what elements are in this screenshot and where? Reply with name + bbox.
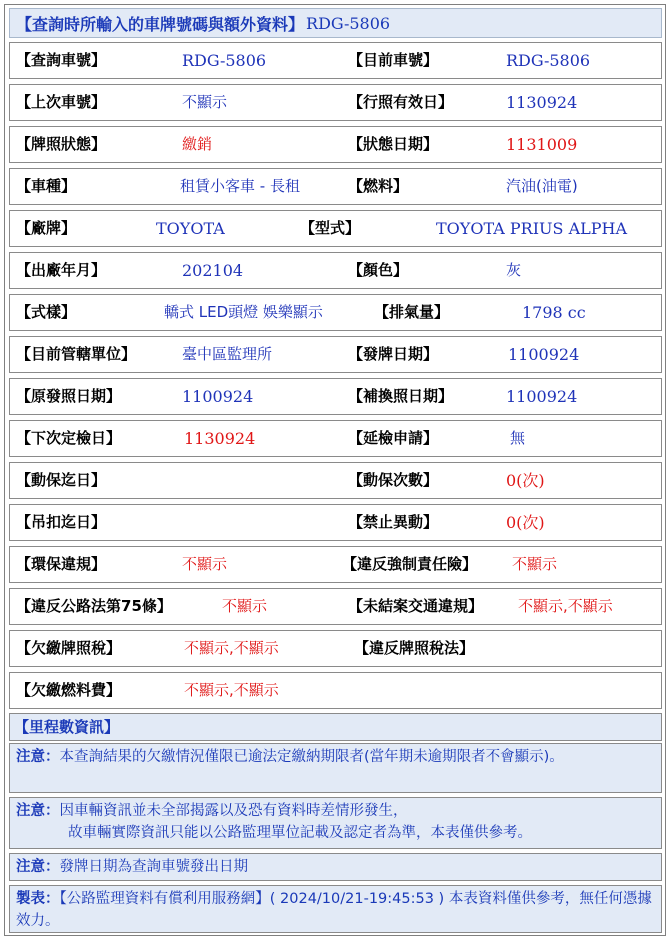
label-unpaid-license-tax: 【欠繳牌照稅】 bbox=[16, 639, 122, 657]
label-reissue-date: 【補換照日期】 bbox=[348, 387, 454, 405]
value-plate-status: 繳銷 bbox=[182, 135, 213, 153]
note-disclaimer bbox=[9, 797, 662, 849]
note-4-key: 製表： bbox=[16, 891, 60, 907]
label-model: 【型式】 bbox=[300, 219, 361, 237]
row-license-tax bbox=[9, 630, 662, 667]
value-model: TOYOTA PRIUS ALPHA bbox=[436, 219, 628, 238]
row-brand bbox=[9, 210, 662, 247]
label-query-plate: 【查詢車號】 bbox=[16, 51, 107, 69]
header-title: 【查詢時所輸入的車牌號碼與額外資料】 bbox=[16, 14, 305, 34]
label-license-valid-date: 【行照有效日】 bbox=[348, 93, 454, 111]
value-vehicle-type: 租賃小客車 - 長租 bbox=[180, 177, 300, 195]
value-original-issue-date: 1100924 bbox=[182, 387, 254, 406]
label-plate-status: 【牌照狀態】 bbox=[16, 135, 107, 153]
label-license-tax-violation: 【違反牌照稅法】 bbox=[354, 639, 475, 657]
note-issue-date bbox=[9, 853, 662, 881]
value-transfer-ban: 0(次) bbox=[506, 513, 545, 532]
row-next-inspection bbox=[9, 420, 662, 457]
row-environmental bbox=[9, 546, 662, 583]
row-suspension bbox=[9, 504, 662, 541]
label-status-date: 【狀態日期】 bbox=[348, 135, 439, 153]
report-header bbox=[9, 8, 662, 38]
row-jurisdiction bbox=[9, 336, 662, 373]
value-query-plate: RDG-5806 bbox=[182, 51, 267, 70]
value-issue-date: 1100924 bbox=[508, 345, 580, 364]
header-plate: RDG-5806 bbox=[306, 13, 391, 33]
label-open-traffic-violations: 【未結案交通違規】 bbox=[348, 597, 484, 615]
mileage-section-title: 【里程數資訊】 bbox=[9, 713, 662, 741]
label-transfer-ban: 【禁止異動】 bbox=[348, 513, 439, 531]
value-next-inspection: 1130924 bbox=[184, 429, 256, 448]
report-frame bbox=[4, 4, 666, 936]
value-open-traffic-violations: 不顯示,不顯示 bbox=[518, 597, 613, 615]
label-lien-end-date: 【動保迄日】 bbox=[16, 471, 107, 489]
note-3-text: 發牌日期為查詢車號發出日期 bbox=[59, 859, 248, 875]
value-jurisdiction: 臺中區監理所 bbox=[182, 345, 273, 363]
row-plate-number bbox=[9, 42, 662, 79]
label-previous-plate: 【上次車號】 bbox=[16, 93, 107, 111]
label-vehicle-type: 【車種】 bbox=[16, 177, 77, 195]
row-body-style bbox=[9, 294, 662, 331]
row-highway-law bbox=[9, 588, 662, 625]
value-previous-plate: 不顯示 bbox=[182, 93, 228, 111]
row-original-issue bbox=[9, 378, 662, 415]
value-status-date: 1131009 bbox=[506, 135, 578, 154]
row-vehicle-type bbox=[9, 168, 662, 205]
note-2-key: 注意： bbox=[16, 803, 60, 819]
label-brand: 【廠牌】 bbox=[16, 219, 77, 237]
label-color: 【顏色】 bbox=[348, 261, 409, 279]
value-displacement: 1798 cc bbox=[522, 303, 586, 322]
value-insurance-violation: 不顯示 bbox=[512, 555, 558, 573]
value-brand: TOYOTA bbox=[156, 219, 225, 238]
label-environmental-violation: 【環保違規】 bbox=[16, 555, 107, 573]
label-fuel: 【燃料】 bbox=[348, 177, 409, 195]
label-inspection-extension: 【延檢申請】 bbox=[348, 429, 439, 447]
value-reissue-date: 1100924 bbox=[506, 387, 578, 406]
label-insurance-violation: 【違反強制責任險】 bbox=[342, 555, 478, 573]
value-inspection-extension: 無 bbox=[510, 429, 526, 447]
label-next-inspection: 【下次定檢日】 bbox=[16, 429, 122, 447]
label-body-style: 【式樣】 bbox=[16, 303, 77, 321]
label-displacement: 【排氣量】 bbox=[374, 303, 450, 321]
label-highway-law-violation: 【違反公路法第75條】 bbox=[16, 597, 172, 615]
row-manufacture-date bbox=[9, 252, 662, 289]
label-unpaid-fuel-fee: 【欠繳燃料費】 bbox=[16, 681, 122, 699]
value-unpaid-fuel-fee: 不顯示,不顯示 bbox=[184, 681, 279, 699]
note-generated-by bbox=[9, 885, 662, 933]
note-unpaid-scope bbox=[9, 743, 662, 793]
value-color: 灰 bbox=[506, 261, 522, 279]
label-original-issue-date: 【原發照日期】 bbox=[16, 387, 122, 405]
value-body-style: 轎式 LED頭燈 娛樂顯示 bbox=[164, 303, 323, 321]
value-fuel: 汽油(油電) bbox=[506, 177, 578, 195]
value-highway-law-violation: 不顯示 bbox=[222, 597, 268, 615]
label-lien-count: 【動保次數】 bbox=[348, 471, 439, 489]
note-3-key: 注意： bbox=[16, 859, 60, 875]
note-1-key: 注意： bbox=[16, 749, 60, 765]
label-jurisdiction: 【目前管轄單位】 bbox=[16, 345, 137, 363]
note-2-line1: 因車輛資訊並未全部揭露以及恐有資料時差情形發生， bbox=[59, 803, 408, 819]
value-lien-count: 0(次) bbox=[506, 471, 545, 490]
label-manufacture-date: 【出廠年月】 bbox=[16, 261, 107, 279]
value-license-valid-date: 1130924 bbox=[506, 93, 578, 112]
row-previous-plate bbox=[9, 84, 662, 121]
label-issue-date: 【發牌日期】 bbox=[348, 345, 439, 363]
row-fuel-fee bbox=[9, 672, 662, 709]
value-environmental-violation: 不顯示 bbox=[182, 555, 228, 573]
note-2-line2: 故車輛實際資訊只能以公路監理單位記載及認定者為準，本表僅供參考。 bbox=[68, 825, 532, 841]
value-current-plate: RDG-5806 bbox=[506, 51, 591, 70]
row-plate-status bbox=[9, 126, 662, 163]
value-manufacture-date: 202104 bbox=[182, 261, 244, 280]
value-unpaid-license-tax: 不顯示,不顯示 bbox=[184, 639, 279, 657]
row-lien-date bbox=[9, 462, 662, 499]
label-current-plate: 【目前車號】 bbox=[348, 51, 439, 69]
label-suspension-end-date: 【吊扣迄日】 bbox=[16, 513, 107, 531]
note-4-text: 【公路監理資料有償利用服務網】( 2024/10/21-19:45:53 ) 本表資料僅供參考，無任何憑據效力。 bbox=[16, 891, 652, 929]
note-1-text: 本查詢結果的欠繳情況僅限已逾法定繳納期限者(當年期未逾期限者不會顯示)。 bbox=[59, 749, 564, 765]
